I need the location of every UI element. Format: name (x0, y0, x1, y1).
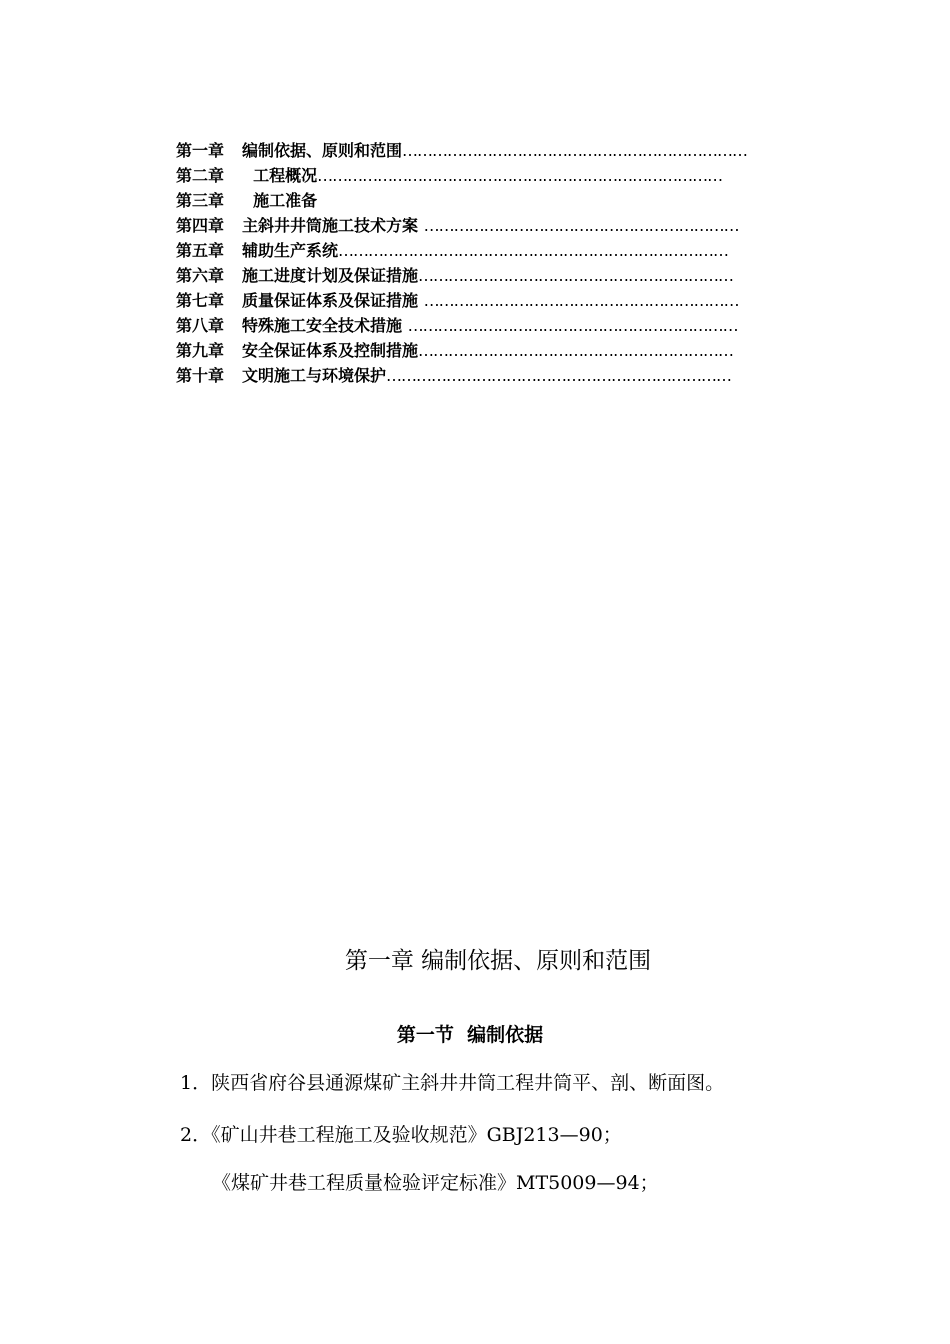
toc-leader-dots: …………………………………………………………… (386, 366, 732, 385)
toc-leader-dots: …………………………………………………………………… (338, 241, 729, 260)
toc-chapter-number: 第七章 (176, 291, 225, 310)
toc-entry-8[interactable] (176, 313, 816, 338)
section-heading: 第一节 编制依据 (396, 1024, 544, 1046)
toc-entry-9[interactable] (176, 338, 816, 363)
toc-leader-dots: ………………………………………………………… (407, 316, 738, 335)
toc-chapter-title: 编制依据、原则和范围 (242, 141, 403, 160)
table-of-contents (176, 138, 816, 388)
toc-chapter-number: 第二章 (176, 166, 225, 185)
toc-leader-dots: ……………………………………………………… (418, 266, 734, 285)
toc-leader-dots: …………………………………………………………… (402, 141, 748, 160)
toc-entry-5[interactable] (176, 238, 816, 263)
toc-entry-2[interactable] (176, 163, 816, 188)
toc-chapter-title: 质量保证体系及保证措施 (242, 291, 424, 310)
toc-entry-3[interactable] (176, 188, 816, 213)
paragraph-basis-1: 1．陕西省府谷县通源煤矿主斜井井筒工程井筒平、剖、断面图。 (180, 1072, 725, 1094)
toc-leader-dots: ……………………………………………………… (418, 341, 734, 360)
toc-chapter-title: 文明施工与环境保护 (242, 366, 387, 385)
toc-chapter-title: 辅助生产系统 (242, 241, 339, 260)
toc-chapter-number: 第五章 (176, 241, 225, 260)
toc-entry-4[interactable] (176, 213, 816, 238)
toc-chapter-number: 第十章 (176, 366, 225, 385)
toc-chapter-title: 施工准备 (242, 191, 318, 210)
toc-chapter-title: 安全保证体系及控制措施 (242, 341, 419, 360)
toc-chapter-number: 第八章 (176, 316, 225, 335)
toc-chapter-number: 第一章 (176, 141, 225, 160)
toc-chapter-title: 主斜井井筒施工技术方案 (242, 216, 424, 235)
toc-chapter-number: 第九章 (176, 341, 225, 360)
toc-entry-1[interactable] (176, 138, 816, 163)
paragraph-basis-2: 2．《矿山井巷工程施工及验收规范》GBJ213—90； (180, 1124, 622, 1146)
chapter-heading: 第一章 编制依据、原则和范围 (344, 948, 652, 974)
toc-chapter-number: 第三章 (176, 191, 225, 210)
toc-chapter-title: 工程概况 (242, 166, 318, 185)
toc-leader-dots: ……………………………………………………… (423, 216, 739, 235)
toc-chapter-title: 特殊施工安全技术措施 (242, 316, 408, 335)
toc-leader-dots: ……………………………………………………… (423, 291, 739, 310)
toc-entry-6[interactable] (176, 263, 816, 288)
paragraph-basis-3: 《煤矿井巷工程质量检验评定标准》MT5009—94； (212, 1172, 659, 1194)
toc-entry-10[interactable] (176, 363, 816, 388)
toc-chapter-number: 第六章 (176, 266, 225, 285)
toc-chapter-number: 第四章 (176, 216, 225, 235)
toc-chapter-title: 施工进度计划及保证措施 (242, 266, 419, 285)
toc-entry-7[interactable] (176, 288, 816, 313)
toc-leader-dots: ……………………………………………………………………… (317, 166, 723, 185)
